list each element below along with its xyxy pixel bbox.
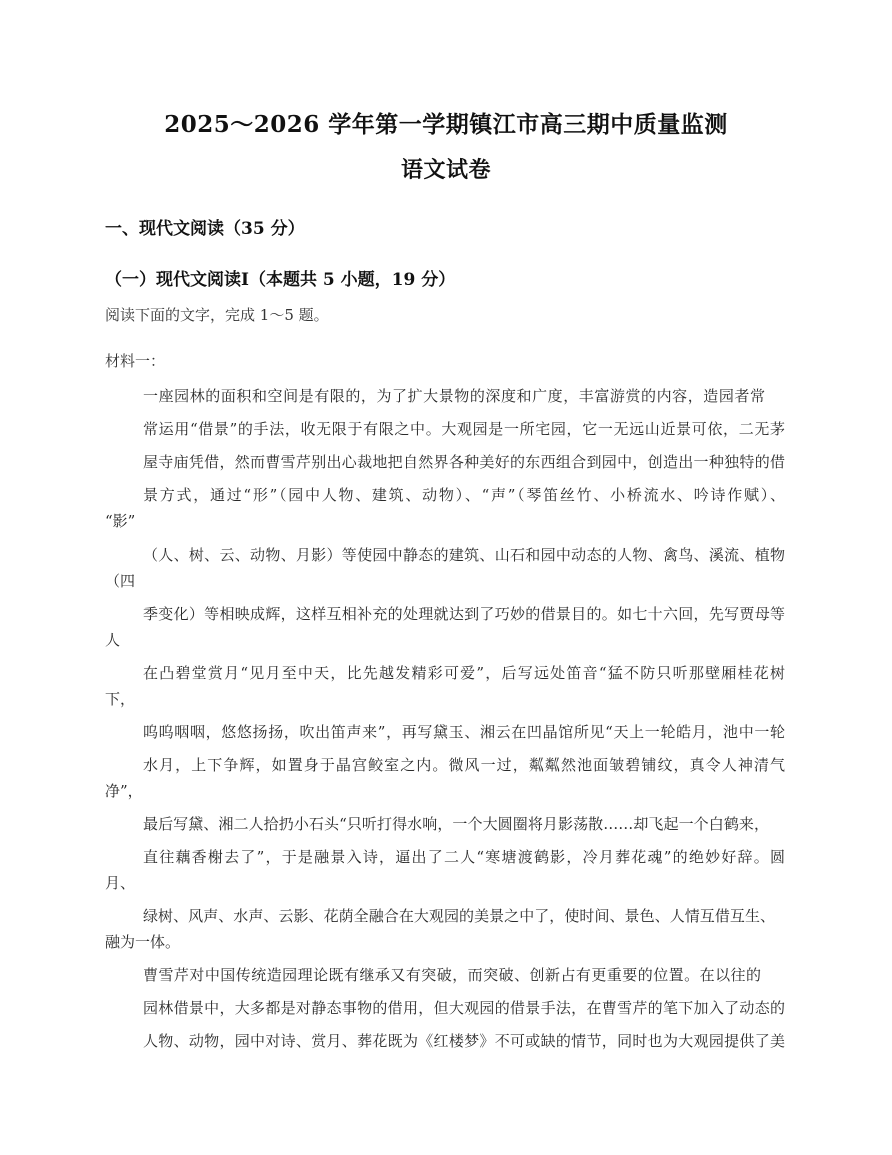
instruction-text: 阅读下面的文字，完成 1～5 题。 — [105, 306, 329, 324]
subsection-heading: （一）现代文阅读Ⅰ（本题共 5 小题，19 分） — [105, 270, 456, 290]
passage-line: 一座园林的面积和空间是有限的，为了扩大景物的深度和广度，丰富游赏的内容，造园者常 — [143, 387, 765, 405]
passage-line: 绿树、风声、水声、云影、花荫全融合在大观园的美景之中了，使时间、景色、人情互借互生、 — [143, 907, 775, 925]
passage-line: 月、 — [105, 874, 136, 892]
passage-line: 景方式，通过“形”（园中人物、建筑、动物）、“声”（琴笛丝竹、小桥流水、吟诗作赋）、 — [143, 486, 785, 504]
passage-line: 常运用“借景”的手法，收无限于有限之中。大观园是一所宅园，它一无远山近景可依，二无茅 — [143, 420, 785, 438]
passage-line: 净”， — [105, 782, 143, 800]
passage-line: “影” — [105, 512, 136, 530]
passage-line: 融为一体。 — [105, 933, 181, 951]
passage-line: 直往藕香榭去了”，于是融景入诗，逼出了二人“寒塘渡鹤影，冷月葬花魂”的绝妙好辞。圆 — [143, 848, 785, 866]
material-label: 材料一： — [105, 352, 166, 370]
passage-line: 屋寺庙凭借，然而曹雪芹别出心裁地把自然界各种美好的东西组合到园中，创造出一种独特的借 — [143, 453, 785, 471]
passage-line: （人、树、云、动物、月影）等使园中静态的建筑、山石和园中动态的人物、禽鸟、溪流、植物 — [143, 546, 785, 564]
passage-line: 园林借景中，大多都是对静态事物的借用，但大观园的借景手法，在曹雪芹的笔下加入了动态的 — [143, 999, 785, 1017]
passage-line: 曹雪芹对中国传统造园理论既有继承又有突破，而突破、创新占有更重要的位置。在以往的 — [143, 966, 761, 984]
passage-line: 在凸碧堂赏月“见月至中天，比先越发精彩可爱”，后写远处笛音“猛不防只听那壁厢桂花树 — [143, 664, 785, 682]
passage-line: （四 — [105, 572, 136, 590]
document-subtitle: 语文试卷 — [400, 157, 491, 183]
passage-line: 人物、动物，园中对诗、赏月、葬花既为《红楼梦》不可或缺的情节，同时也为大观园提供了美 — [143, 1032, 785, 1050]
document-title: 2025～2026 学年第一学期镇江市高三期中质量监测 — [164, 111, 728, 138]
passage-line: 呜呜咽咽，悠悠扬扬，吹出笛声来”，再写黛玉、湘云在凹晶馆所见“天上一轮皓月，池中一轮 — [143, 723, 785, 741]
passage-line: 最后写黛、湘二人拾扔小石头“只听打得水响，一个大圆圈将月影荡散……却飞起一个白鹤来， — [143, 815, 769, 833]
passage-line: 下， — [105, 690, 136, 708]
passage-line: 季变化）等相映成辉，这样互相补充的处理就达到了巧妙的借景目的。如七十六回，先写贾母等 — [143, 605, 785, 623]
passage-line: 水月，上下争辉，如置身于晶宫鲛室之内。微风一过，粼粼然池面皱碧铺纹，真令人神清气 — [143, 756, 785, 774]
section-heading: 一、现代文阅读（35 分） — [105, 219, 305, 239]
passage-line: 人 — [105, 631, 121, 649]
